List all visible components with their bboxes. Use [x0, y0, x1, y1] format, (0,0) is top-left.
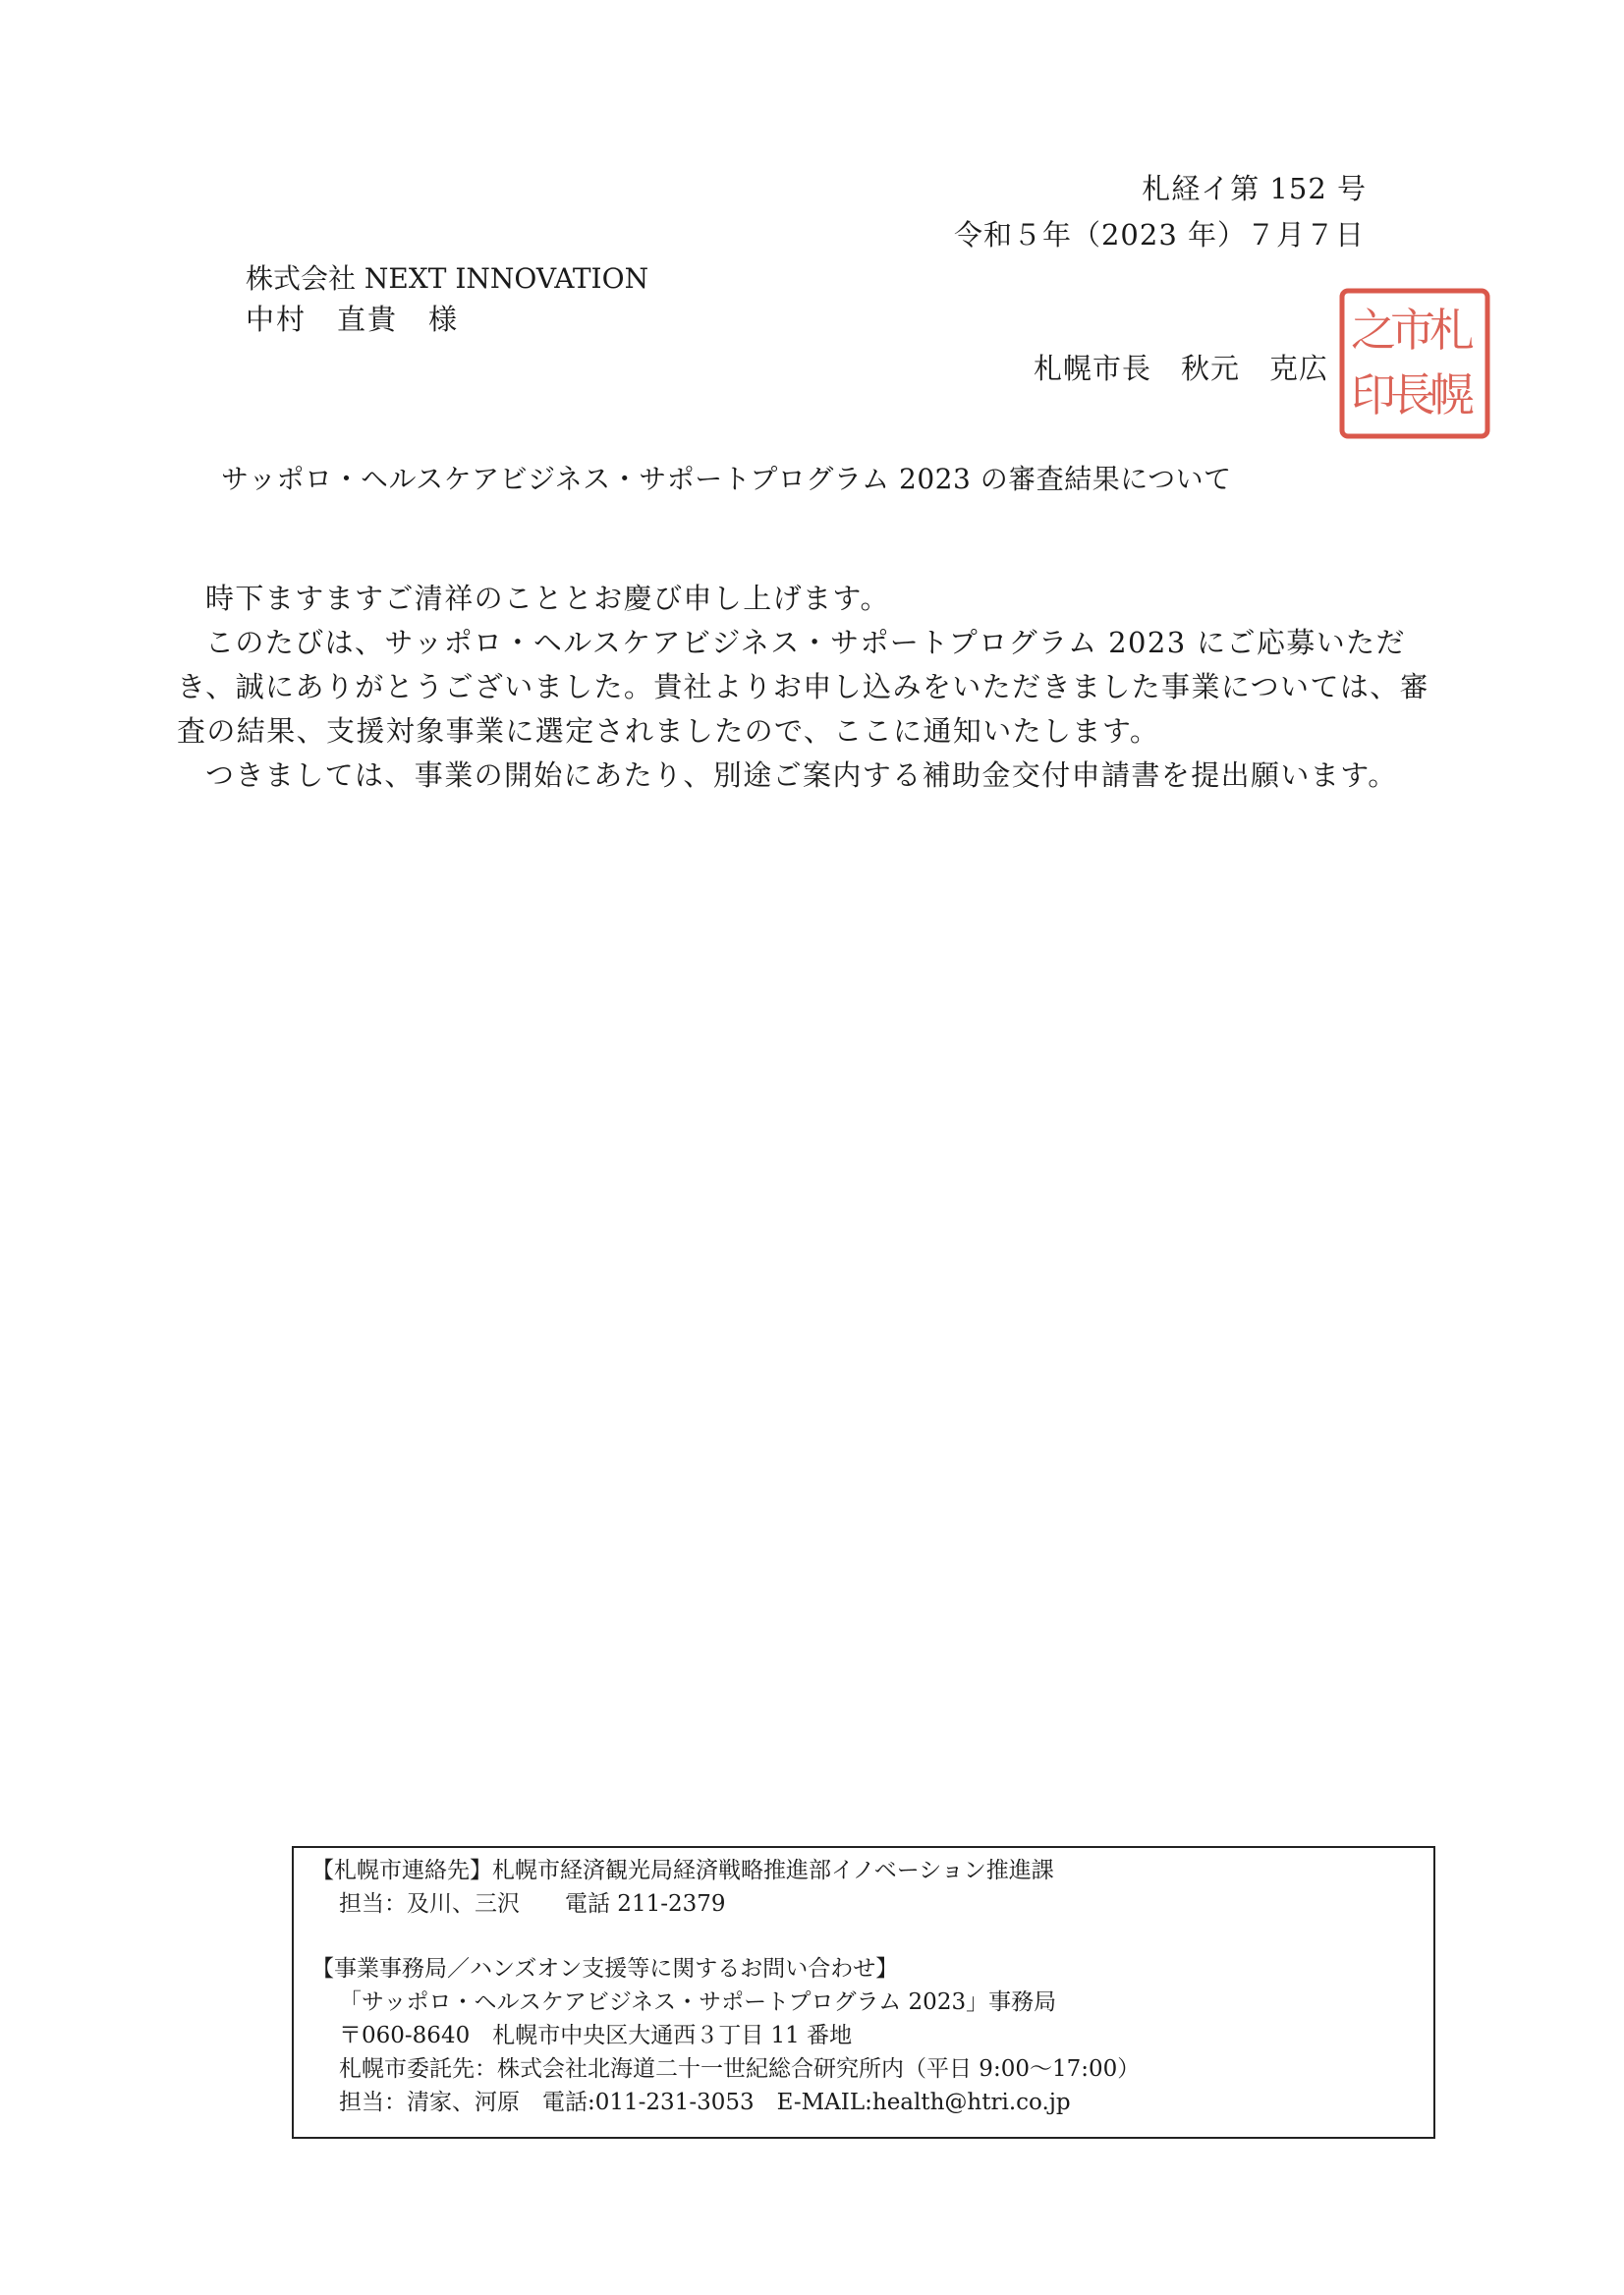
- svg-text:之: 之: [1351, 304, 1396, 357]
- office-contact-heading: 【事業事務局／ハンズオン支援等に関するお問い合わせ】: [311, 1956, 899, 1982]
- office-contractor: 札幌市委託先：株式会社北海道二十一世紀総合研究所内（平日 9:00～17:00）: [339, 2056, 1141, 2082]
- svg-text:札: 札: [1429, 304, 1475, 357]
- recipient-name: 中村 直貴 様: [246, 303, 460, 336]
- subject-line: サッポロ・ヘルスケアビジネス・サポートプログラム 2023 の審査結果について: [221, 463, 1232, 495]
- svg-text:印: 印: [1351, 368, 1396, 421]
- office-address: 〒060-8640 札幌市中央区大通西３丁目 11 番地: [339, 2023, 853, 2048]
- city-contact-department: 札幌市経済観光局経済戦略推進部イノベーション推進課: [492, 1858, 1054, 1883]
- document-number: 札経イ第 152 号: [1142, 172, 1367, 205]
- svg-text:市: 市: [1390, 304, 1435, 357]
- office-name: 「サッポロ・ヘルスケアビジネス・サポートプログラム 2023」事務局: [339, 1989, 1057, 2015]
- recipient-company: 株式会社 NEXT INNOVATION: [246, 262, 649, 295]
- body-paragraph-greeting: 時下ますますご清祥のこととお慶び申し上げます。: [205, 582, 890, 615]
- official-seal: [1336, 285, 1493, 442]
- contact-info-box: [292, 1846, 1435, 2139]
- svg-text:幌: 幌: [1429, 368, 1475, 421]
- body-paragraph-notice: このたびは、サッポロ・ヘルスケアビジネス・サポートプログラム 2023 にご応募いただき、誠にありがとうございました。貴社よりお申し込みをいただきました事業については、審査の結果、支援対象事業に選定されましたので、ここに通知いたします。: [177, 626, 1430, 748]
- document-date: 令和５年（2023 年）７月７日: [953, 218, 1365, 252]
- office-staff: 担当：清家、河原 電話:011-231-3053 E-MAIL:health@htri.co.jp: [339, 2090, 1071, 2115]
- city-contact-heading: 【札幌市連絡先】: [311, 1858, 492, 1883]
- svg-text:長: 長: [1390, 368, 1435, 421]
- sender-title-name: 札幌市長 秋元 克広: [1034, 352, 1329, 385]
- letter-body: [177, 577, 1434, 798]
- city-contact-line: [311, 1854, 1416, 1887]
- city-contact-staff: 担当：及川、三沢 電話 211-2379: [339, 1891, 726, 1917]
- body-paragraph-request: つきましては、事業の開始にあたり、別途ご案内する補助金交付申請書を提出願います。: [205, 758, 1398, 792]
